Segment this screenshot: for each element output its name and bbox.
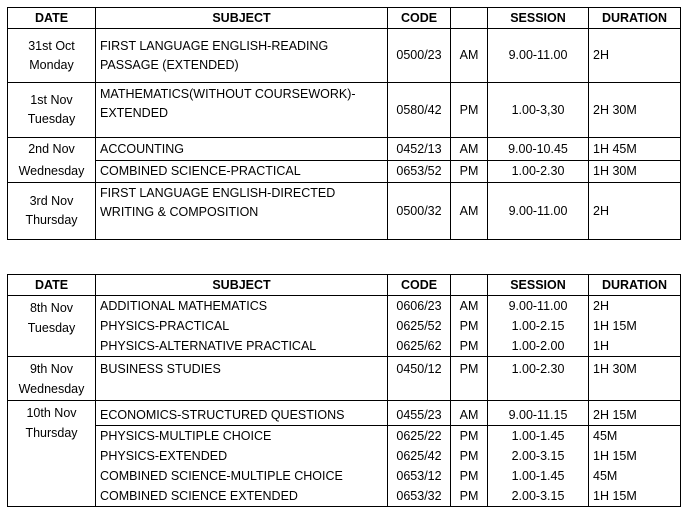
duration-cell: 1H (589, 336, 681, 357)
table-row (8, 466, 681, 486)
header-ampm (451, 8, 488, 29)
subject-cell: PHYSICS-PRACTICAL (96, 316, 388, 336)
header-session: SESSION (488, 275, 589, 296)
table-row (8, 183, 681, 240)
code-cell: 0653/32 (388, 486, 451, 507)
session-cell: 9.00-11.00 (488, 296, 589, 317)
duration-cell: 45M (589, 466, 681, 486)
code-cell: 0455/23 (388, 401, 451, 426)
header-row (8, 8, 681, 29)
header-date: DATE (8, 8, 96, 29)
date-weekday: Tuesday (27, 321, 76, 335)
duration-cell: 2H (589, 296, 681, 317)
header-subject: SUBJECT (96, 8, 388, 29)
ampm-cell: PM (451, 336, 488, 357)
subject-cell: PHYSICS-ALTERNATIVE PRACTICAL (96, 336, 388, 357)
header-session: SESSION (488, 8, 589, 29)
session-cell: 1.00-2.00 (488, 336, 589, 357)
session-cell: 2.00-3.15 (488, 446, 589, 466)
header-code: CODE (388, 8, 451, 29)
subject-cell: ECONOMICS-STRUCTURED QUESTIONS (96, 401, 388, 426)
subject-cell: COMBINED SCIENCE-PRACTICAL (96, 161, 388, 183)
date-weekday: Monday (29, 57, 74, 72)
code-cell: 0625/22 (388, 426, 451, 447)
code-cell: 0625/52 (388, 316, 451, 336)
session-cell: 1.00-1.45 (488, 466, 589, 486)
table-row (8, 426, 681, 447)
code-cell: 0450/12 (388, 357, 451, 401)
table-row (8, 138, 681, 161)
session-cell: 1.00-1.45 (488, 426, 589, 447)
date-day: 3rd Nov (29, 194, 74, 208)
date-weekday: Wednesday (18, 381, 85, 396)
subject-line: FIRST LANGUAGE ENGLISH-DIRECTED (100, 186, 336, 200)
date-weekday: Tuesday (27, 112, 76, 126)
duration-cell: 1H 15M (589, 446, 681, 466)
date-day: 31st Oct (28, 38, 75, 53)
ampm-cell: PM (451, 466, 488, 486)
subject-cell: COMBINED SCIENCE EXTENDED (96, 486, 388, 507)
ampm-cell: AM (451, 183, 488, 240)
subject-cell: COMBINED SCIENCE-MULTIPLE CHOICE (96, 466, 388, 486)
session-cell: 1.00-2.30 (488, 161, 589, 183)
duration-cell: 1H 30M (589, 161, 681, 183)
session-cell: 9.00-11.00 (488, 183, 589, 240)
session-cell: 1.00-2.15 (488, 316, 589, 336)
subject-line: MATHEMATICS(WITHOUT COURSEWORK)- (100, 87, 356, 101)
date-cell (8, 296, 96, 357)
exam-schedule-table-2 (7, 274, 681, 507)
header-subject: SUBJECT (96, 275, 388, 296)
ampm-cell: PM (451, 446, 488, 466)
subject-line: PASSAGE (EXTENDED) (100, 57, 239, 72)
date-cell: Wednesday (8, 161, 96, 183)
subject-cell: BUSINESS STUDIES (96, 357, 388, 401)
date-weekday: Thursday (25, 213, 78, 227)
subject-line: FIRST LANGUAGE ENGLISH-READING (100, 38, 329, 53)
ampm-cell: PM (451, 357, 488, 401)
duration-cell: 2H (589, 29, 681, 83)
duration-cell: 1H 15M (589, 316, 681, 336)
duration-cell: 2H 15M (589, 401, 681, 426)
table-row (8, 446, 681, 466)
date-cell (8, 401, 96, 507)
session-cell: 1.00-2.30 (488, 357, 589, 401)
table-row (8, 83, 681, 138)
subject-cell: ADDITIONAL MATHEMATICS (96, 296, 388, 317)
duration-cell: 1H 15M (589, 486, 681, 507)
ampm-cell: PM (451, 486, 488, 507)
code-cell: 0580/42 (388, 83, 451, 138)
table-row (8, 296, 681, 317)
code-cell: 0500/32 (388, 183, 451, 240)
session-cell: 1.00-3,30 (488, 83, 589, 138)
session-cell: 9.00-11.00 (488, 29, 589, 83)
date-cell (8, 357, 96, 401)
subject-cell (96, 83, 388, 138)
subject-line: EXTENDED (100, 106, 169, 120)
date-cell: 2nd Nov (8, 138, 96, 161)
table-row (8, 29, 681, 83)
ampm-cell: AM (451, 29, 488, 83)
duration-cell: 45M (589, 426, 681, 447)
ampm-cell: PM (451, 161, 488, 183)
code-cell: 0653/52 (388, 161, 451, 183)
session-cell: 2.00-3.15 (488, 486, 589, 507)
subject-cell: ACCOUNTING (96, 138, 388, 161)
ampm-cell: AM (451, 401, 488, 426)
exam-schedule-table-1 (7, 7, 681, 240)
header-code: CODE (388, 275, 451, 296)
ampm-cell: PM (451, 426, 488, 447)
code-cell: 0606/23 (388, 296, 451, 317)
header-ampm (451, 275, 488, 296)
date-day: 10th Nov (26, 406, 77, 420)
ampm-cell: AM (451, 296, 488, 317)
table-row (8, 316, 681, 336)
date-day: 9th Nov (29, 361, 74, 376)
code-cell: 0625/42 (388, 446, 451, 466)
subject-cell (96, 29, 388, 83)
session-cell: 9.00-11.15 (488, 401, 589, 426)
header-duration: DURATION (589, 275, 681, 296)
date-cell (8, 83, 96, 138)
duration-cell: 1H 45M (589, 138, 681, 161)
header-duration: DURATION (589, 8, 681, 29)
table-row (8, 357, 681, 401)
table-row (8, 336, 681, 357)
header-date: DATE (8, 275, 96, 296)
header-row (8, 275, 681, 296)
subject-line: WRITING & COMPOSITION (100, 205, 259, 219)
date-cell (8, 29, 96, 83)
subject-cell: PHYSICS-MULTIPLE CHOICE (96, 426, 388, 447)
session-cell: 9.00-10.45 (488, 138, 589, 161)
code-cell: 0653/12 (388, 466, 451, 486)
table-row (8, 161, 681, 183)
date-weekday: Thursday (25, 426, 78, 440)
ampm-cell: PM (451, 316, 488, 336)
duration-cell: 2H 30M (589, 83, 681, 138)
table-row (8, 486, 681, 507)
code-cell: 0500/23 (388, 29, 451, 83)
duration-cell: 2H (589, 183, 681, 240)
date-day: 8th Nov (29, 301, 74, 315)
subject-cell: PHYSICS-EXTENDED (96, 446, 388, 466)
ampm-cell: AM (451, 138, 488, 161)
duration-cell: 1H 30M (589, 357, 681, 401)
subject-cell (96, 183, 388, 240)
table-row (8, 401, 681, 426)
ampm-cell: PM (451, 83, 488, 138)
code-cell: 0452/13 (388, 138, 451, 161)
date-day: 1st Nov (30, 93, 73, 107)
code-cell: 0625/62 (388, 336, 451, 357)
date-cell (8, 183, 96, 240)
